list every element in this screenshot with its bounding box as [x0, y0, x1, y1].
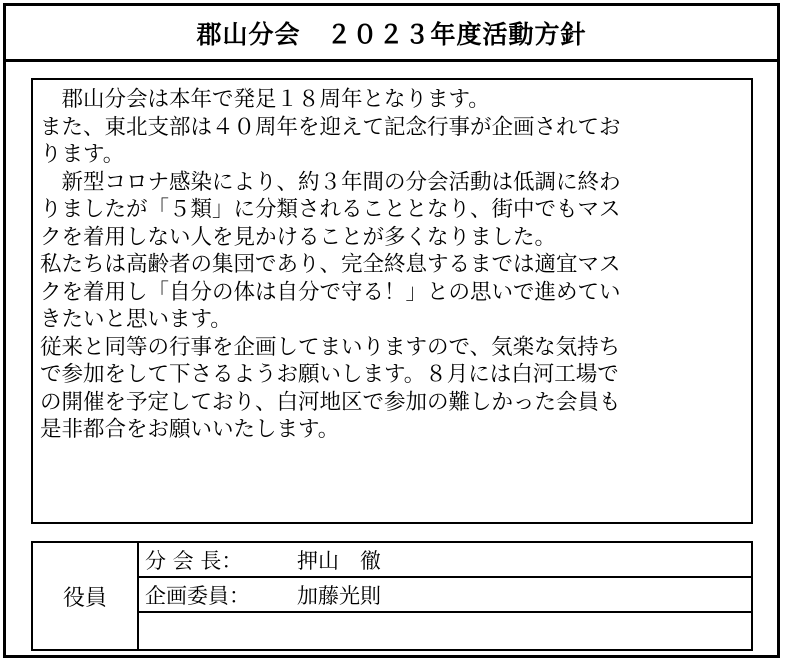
text-line: 郡山分会は本年で発足１８周年となります。 [40, 87, 490, 112]
text-line: クを着用し「自分の体は自分で守る！」との思いで進めてい [40, 279, 621, 305]
title-bar [6, 6, 777, 62]
page-title: 郡山分会 ２０２３年度活動方針 [196, 19, 587, 49]
officer-row [139, 543, 751, 578]
officers-table [31, 541, 753, 651]
text-line: ります。 [40, 142, 125, 167]
document-frame [3, 3, 780, 658]
officer-name: 押山 徹 [297, 548, 381, 573]
text-line: きたいと思います。 [40, 307, 232, 332]
text-line: 是非都合をお願いいたします。 [40, 417, 340, 442]
text-line: の開催を予定しており、白河地区で参加の難しかった会員も [40, 389, 621, 415]
text-line: クを着用しない人を見かけることが多くなりました。 [40, 224, 557, 250]
text-line: 私たちは高齢者の集団であり、完全終息するまでは適宜マス [40, 252, 621, 277]
text-line: 新型コロナ感染により、約３年間の分会活動は低調に終わ [40, 169, 621, 195]
text-line: りましたが「５類」に分類されることとなり、街中でもマス [40, 197, 621, 222]
text-line: また、東北支部は４０周年を迎えて記念行事が企画されてお [40, 114, 621, 140]
policy-text [40, 86, 752, 444]
text-line: 従来と同等の行事を企画してまいりますので、気楽な気持ち [40, 334, 621, 360]
officers-label: 役員 [33, 543, 139, 649]
officer-name: 加藤光則 [297, 583, 381, 608]
officer-row [139, 578, 751, 613]
text-line: で参加をして下さるようお願いします。８月には白河工場で [40, 362, 619, 387]
policy-text-box [31, 78, 753, 524]
officer-title: 分 会 長： [145, 548, 243, 573]
officer-row-empty [139, 613, 751, 649]
officer-title: 企画委員： [145, 583, 250, 608]
